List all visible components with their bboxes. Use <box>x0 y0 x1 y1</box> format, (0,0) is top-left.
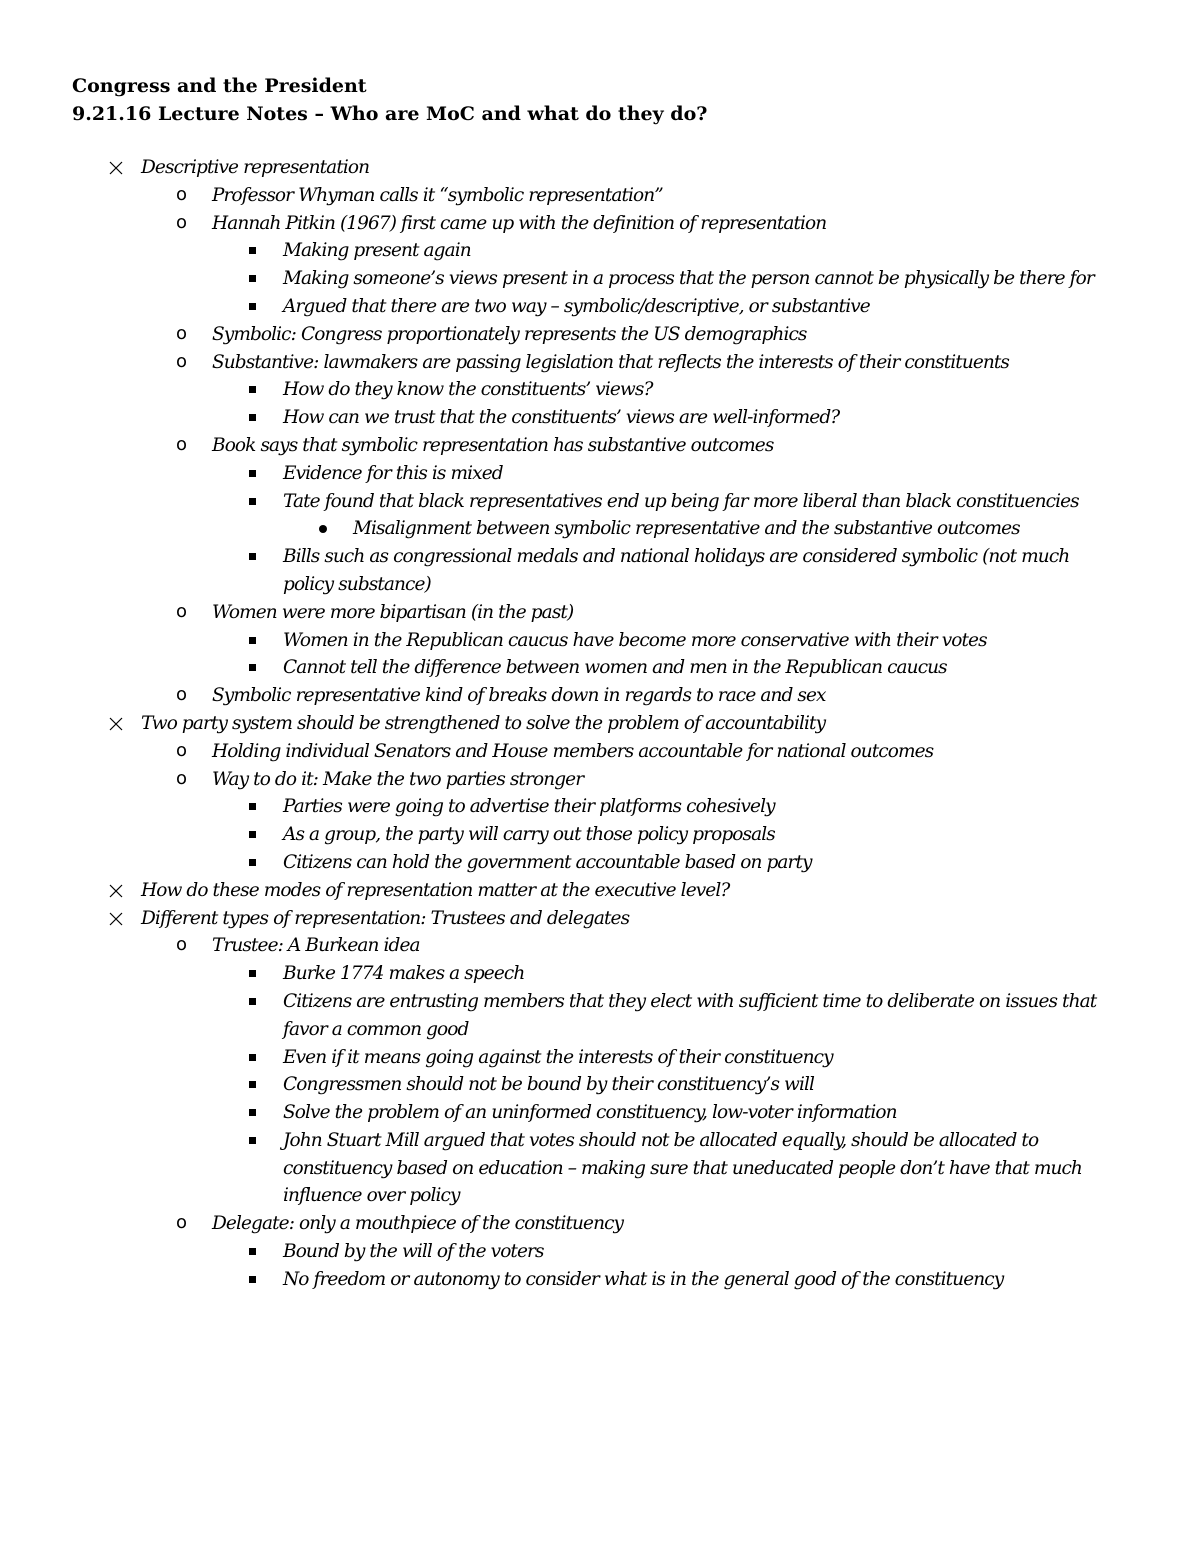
o-bullet: o <box>176 934 188 956</box>
note-item-level-2 <box>176 599 1132 627</box>
square-bullet-icon <box>249 664 256 671</box>
note-item-level-3 <box>283 1044 1123 1072</box>
square-bullet-icon <box>249 998 256 1005</box>
note-text: Different types of representation: Trustees and delegates <box>141 907 630 929</box>
note-item-level-2 <box>176 349 1132 377</box>
square-bullet-icon <box>249 803 256 810</box>
note-item-level-3 <box>283 265 1123 293</box>
note-item-level-2 <box>176 932 1132 960</box>
note-item-level-3 <box>283 1266 1123 1294</box>
square-bullet-icon <box>249 386 256 393</box>
note-text: Tate found that black representatives end up being far more liberal than black constituencies <box>283 490 1079 512</box>
square-bullet-icon <box>249 1276 256 1283</box>
note-item-level-2 <box>176 182 1132 210</box>
lecture-notes-list <box>0 154 1200 1294</box>
note-text: Book says that symbolic representation has substantive outcomes <box>212 434 774 456</box>
square-bullet-icon <box>249 859 256 866</box>
o-bullet: o <box>176 600 188 622</box>
note-text: No freedom or autonomy to consider what is in the general good of the constituency <box>283 1268 1004 1290</box>
o-bullet: o <box>176 433 188 455</box>
note-item-level-3 <box>283 627 1123 655</box>
o-bullet: o <box>176 211 188 233</box>
x-mark-icon <box>108 154 124 182</box>
note-text: Symbolic: Congress proportionately represents the US demographics <box>212 323 807 345</box>
note-item-level-2 <box>176 766 1132 794</box>
square-bullet-icon <box>249 470 256 477</box>
note-text: Descriptive representation <box>141 157 370 178</box>
note-text: Parties were going to advertise their platforms cohesively <box>283 796 775 818</box>
note-item-level-3 <box>283 960 1123 988</box>
round-bullet-icon <box>319 525 327 533</box>
note-text: Holding individual Senators and House members accountable for national outcomes <box>212 740 934 762</box>
note-text: Bills such as congressional medals and national holidays are considered symbolic (not much policy substance) <box>283 546 1070 595</box>
square-bullet-icon <box>249 1137 256 1144</box>
note-item-level-2 <box>176 682 1132 710</box>
x-mark-icon <box>108 710 124 738</box>
note-item-level-3 <box>283 293 1123 321</box>
note-text: Even if it means going against the interests of their constituency <box>283 1046 833 1068</box>
note-item-level-3 <box>283 376 1123 404</box>
note-text: Making someone’s views present in a process that the person cannot be physically be there for <box>283 268 1094 290</box>
square-bullet-icon <box>249 414 256 421</box>
note-item-level-3 <box>283 237 1123 265</box>
note-item-level-3 <box>283 1238 1123 1266</box>
note-text: Professor Whyman calls it “symbolic representation” <box>212 184 663 206</box>
x-mark-icon <box>108 877 124 905</box>
note-text: Trustee: A Burkean idea <box>212 935 420 957</box>
note-text: Making present again <box>283 240 471 262</box>
note-text: How can we trust that the constituents’ views are well-informed? <box>283 407 840 429</box>
square-bullet-icon <box>249 1109 256 1116</box>
o-bullet: o <box>176 1212 188 1234</box>
note-text: Citizens can hold the government accountable based on party <box>283 851 812 873</box>
square-bullet-icon <box>249 498 256 505</box>
note-text: Hannah Pitkin (1967) first came up with the definition of representation <box>212 212 827 234</box>
document-title: Congress and the President <box>72 75 367 97</box>
o-bullet: o <box>176 767 188 789</box>
note-text: Solve the problem of an uninformed constituency, low-voter information <box>283 1102 897 1124</box>
note-text: Women in the Republican caucus have become more conservative with their votes <box>283 629 987 651</box>
note-text: Congressmen should not be bound by their constituency’s will <box>283 1074 815 1096</box>
note-text: Way to do it: Make the two parties stronger <box>212 768 584 790</box>
square-bullet-icon <box>249 1054 256 1061</box>
note-item-level-3 <box>283 1071 1123 1099</box>
x-mark-icon <box>108 905 124 933</box>
square-bullet-icon <box>249 553 256 560</box>
square-bullet-icon <box>249 970 256 977</box>
square-bullet-icon <box>249 247 256 254</box>
note-item-level-3 <box>283 488 1123 516</box>
note-item-level-3 <box>283 404 1123 432</box>
o-bullet: o <box>176 183 188 205</box>
note-text: Misalignment between symbolic representative and the substantive outcomes <box>353 518 1020 540</box>
note-item-level-1 <box>141 877 1131 905</box>
note-item-level-3 <box>283 1099 1123 1127</box>
note-text: Argued that there are two way – symbolic/descriptive, or substantive <box>283 295 870 317</box>
o-bullet: o <box>176 322 188 344</box>
note-text: Evidence for this is mixed <box>283 462 503 484</box>
note-item-level-2 <box>176 1210 1132 1238</box>
o-bullet: o <box>176 684 188 706</box>
note-item-level-2 <box>176 738 1132 766</box>
note-item-level-1 <box>141 905 1131 933</box>
note-item-level-3 <box>283 543 1123 599</box>
square-bullet-icon <box>249 1248 256 1255</box>
note-text: Delegate: only a mouthpiece of the constituency <box>212 1213 624 1235</box>
square-bullet-icon <box>249 637 256 644</box>
note-text: Bound by the will of the voters <box>283 1241 544 1263</box>
note-item-level-4 <box>353 515 1133 543</box>
note-item-level-3 <box>283 821 1123 849</box>
note-item-level-3 <box>283 849 1123 877</box>
square-bullet-icon <box>249 831 256 838</box>
note-text: Women were more bipartisan (in the past) <box>212 601 574 623</box>
note-item-level-2 <box>176 432 1132 460</box>
note-text: John Stuart Mill argued that votes should not be allocated equally, should be allocated to constituency based on education – making sure that uneducated people don’t have that much influence over policy <box>283 1129 1082 1207</box>
note-item-level-3 <box>283 460 1123 488</box>
note-item-level-2 <box>176 210 1132 238</box>
note-item-level-1 <box>141 710 1131 738</box>
note-text: Symbolic representative kind of breaks down in regards to race and sex <box>212 685 826 707</box>
o-bullet: o <box>176 350 188 372</box>
note-text: As a group, the party will carry out those policy proposals <box>283 824 775 846</box>
note-text: Cannot tell the difference between women and men in the Republican caucus <box>283 657 947 679</box>
note-item-level-1 <box>141 154 1131 182</box>
note-text: Citizens are entrusting members that they elect with sufficient time to deliberate on issues that favor a common good <box>283 990 1097 1040</box>
square-bullet-icon <box>249 1081 256 1088</box>
note-text: Burke 1774 makes a speech <box>283 963 525 985</box>
note-text: How do they know the constituents’ views? <box>283 379 653 401</box>
note-text: How do these modes of representation matter at the executive level? <box>141 879 730 901</box>
note-item-level-3 <box>283 988 1123 1044</box>
document-subtitle: 9.21.16 Lecture Notes – Who are MoC and what do they do? <box>72 103 708 125</box>
note-item-level-3 <box>283 793 1123 821</box>
note-item-level-2 <box>176 321 1132 349</box>
note-item-level-3 <box>283 1127 1123 1210</box>
o-bullet: o <box>176 739 188 761</box>
note-text: Substantive: lawmakers are passing legislation that reflects the interests of their constituents <box>212 351 1010 373</box>
note-text: Two party system should be strengthened to solve the problem of accountability <box>141 712 826 734</box>
square-bullet-icon <box>249 303 256 310</box>
note-item-level-3 <box>283 654 1123 682</box>
square-bullet-icon <box>249 275 256 282</box>
